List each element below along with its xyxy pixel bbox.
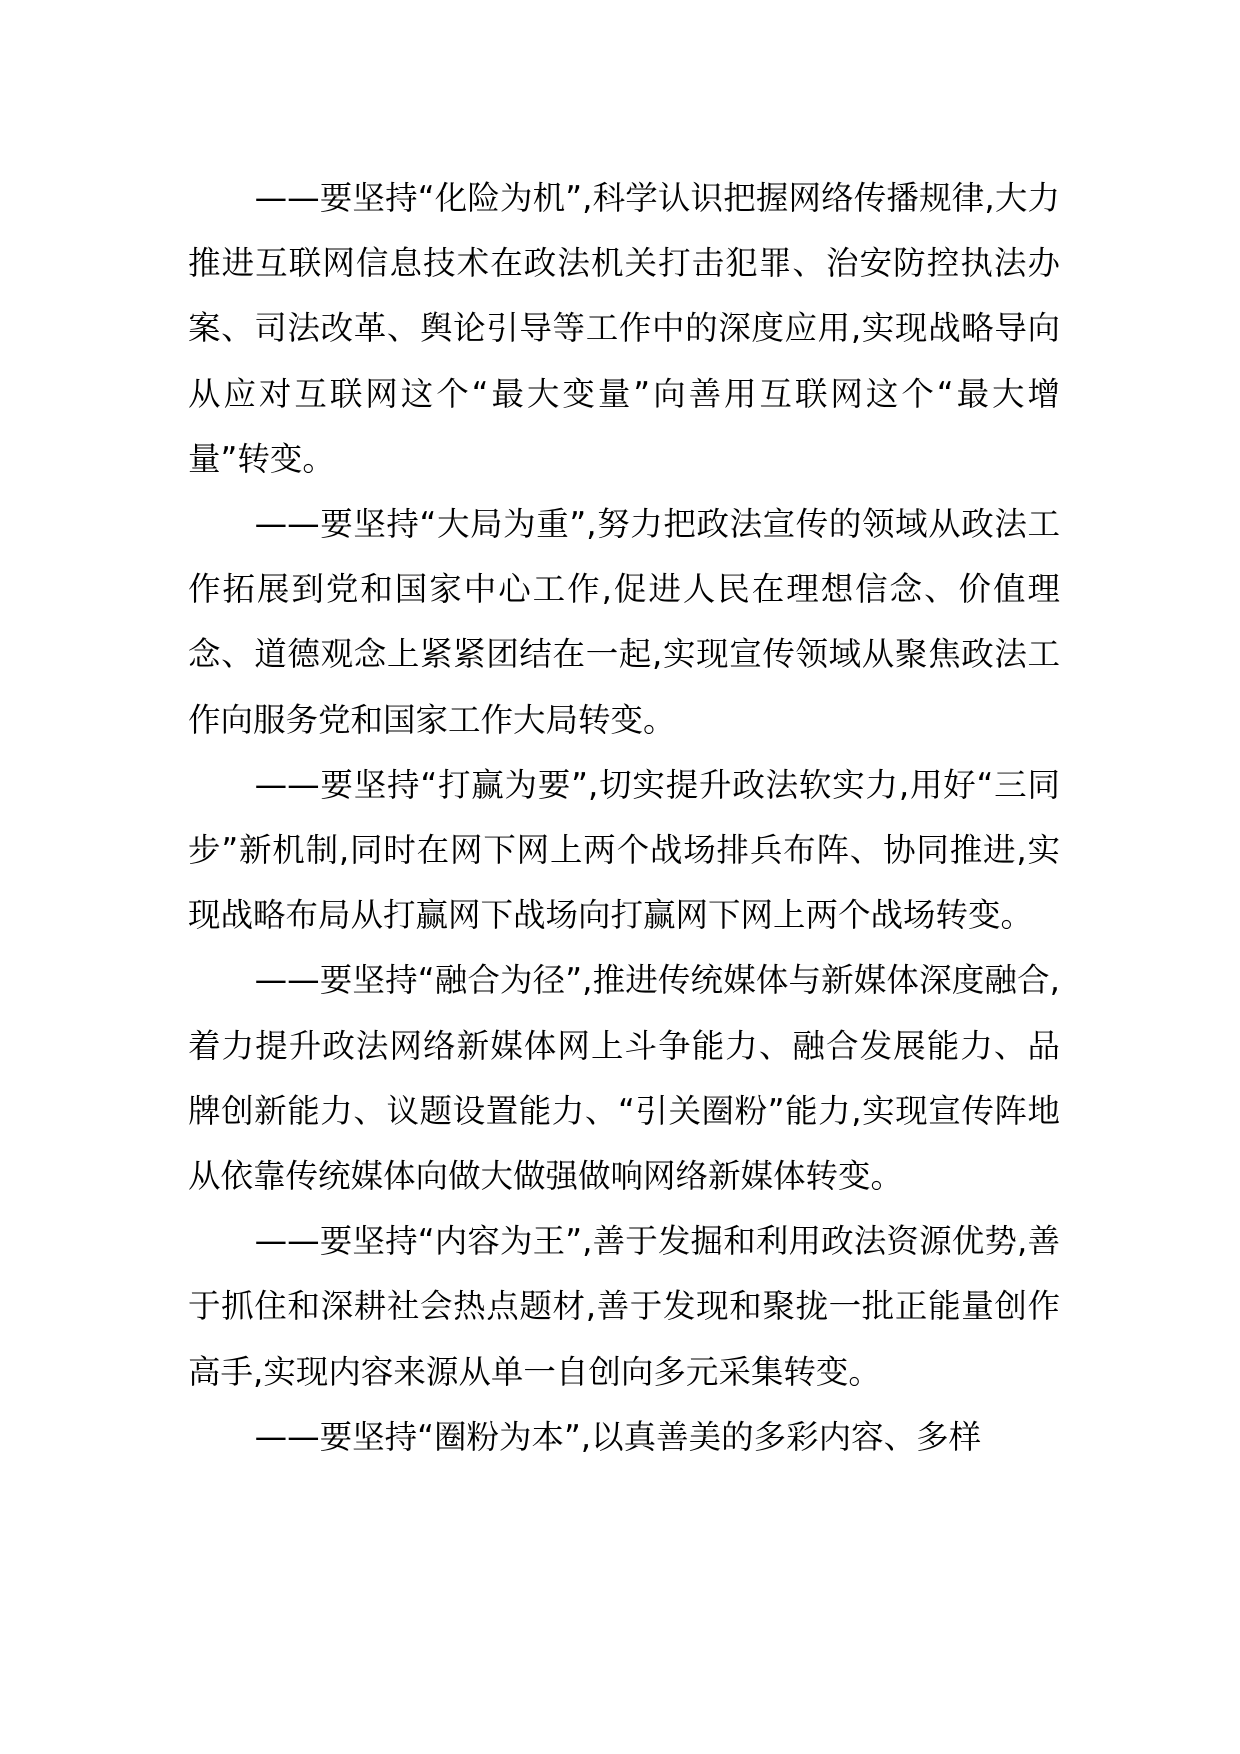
paragraph-3: ——要坚持“打赢为要”,切实提升政法软实力,用好“三同步”新机制,同时在网下网上两个战场排兵布阵、协同推进,实现战略布局从打赢网下战场向打赢网下网上两个战场转变。 — [188, 765, 1060, 935]
paragraph-5: ——要坚持“内容为王”,善于发掘和利用政法资源优势,善于抓住和深耕社会热点题材,善于发现和聚拢一批正能量创作高手,实现内容来源从单一自创向多元采集转变。 — [188, 1222, 1060, 1391]
paragraph-4: ——要坚持“融合为径”,推进传统媒体与新媒体深度融合,着力提升政法网络新媒体网上斗争能力、融合发展能力、品牌创新能力、议题设置能力、“引关圈粉”能力,实现宣传阵地从依靠传统媒体向做大做强做响网络新媒体转变。 — [188, 961, 1060, 1196]
paragraph-1: ——要坚持“化险为机”,科学认识把握网络传播规律,大力推进互联网信息技术在政法机关打击犯罪、治安防控执法办案、司法改革、舆论引导等工作中的深度应用,实现战略导向从应对互联网这个“最大变量”向善用互联网这个“最大增量”转变。 — [188, 179, 1060, 478]
document-body — [188, 166, 1060, 1470]
paragraph-2: ——要坚持“大局为重”,努力把政法宣传的领域从政法工作拓展到党和国家中心工作,促进人民在理想信念、价值理念、道德观念上紧紧团结在一起,实现宣传领域从聚焦政法工作向服务党和国家工作大局转变。 — [188, 505, 1060, 739]
paragraph-6: ——要坚持“圈粉为本”,以真善美的多彩内容、多样 — [254, 1417, 982, 1456]
